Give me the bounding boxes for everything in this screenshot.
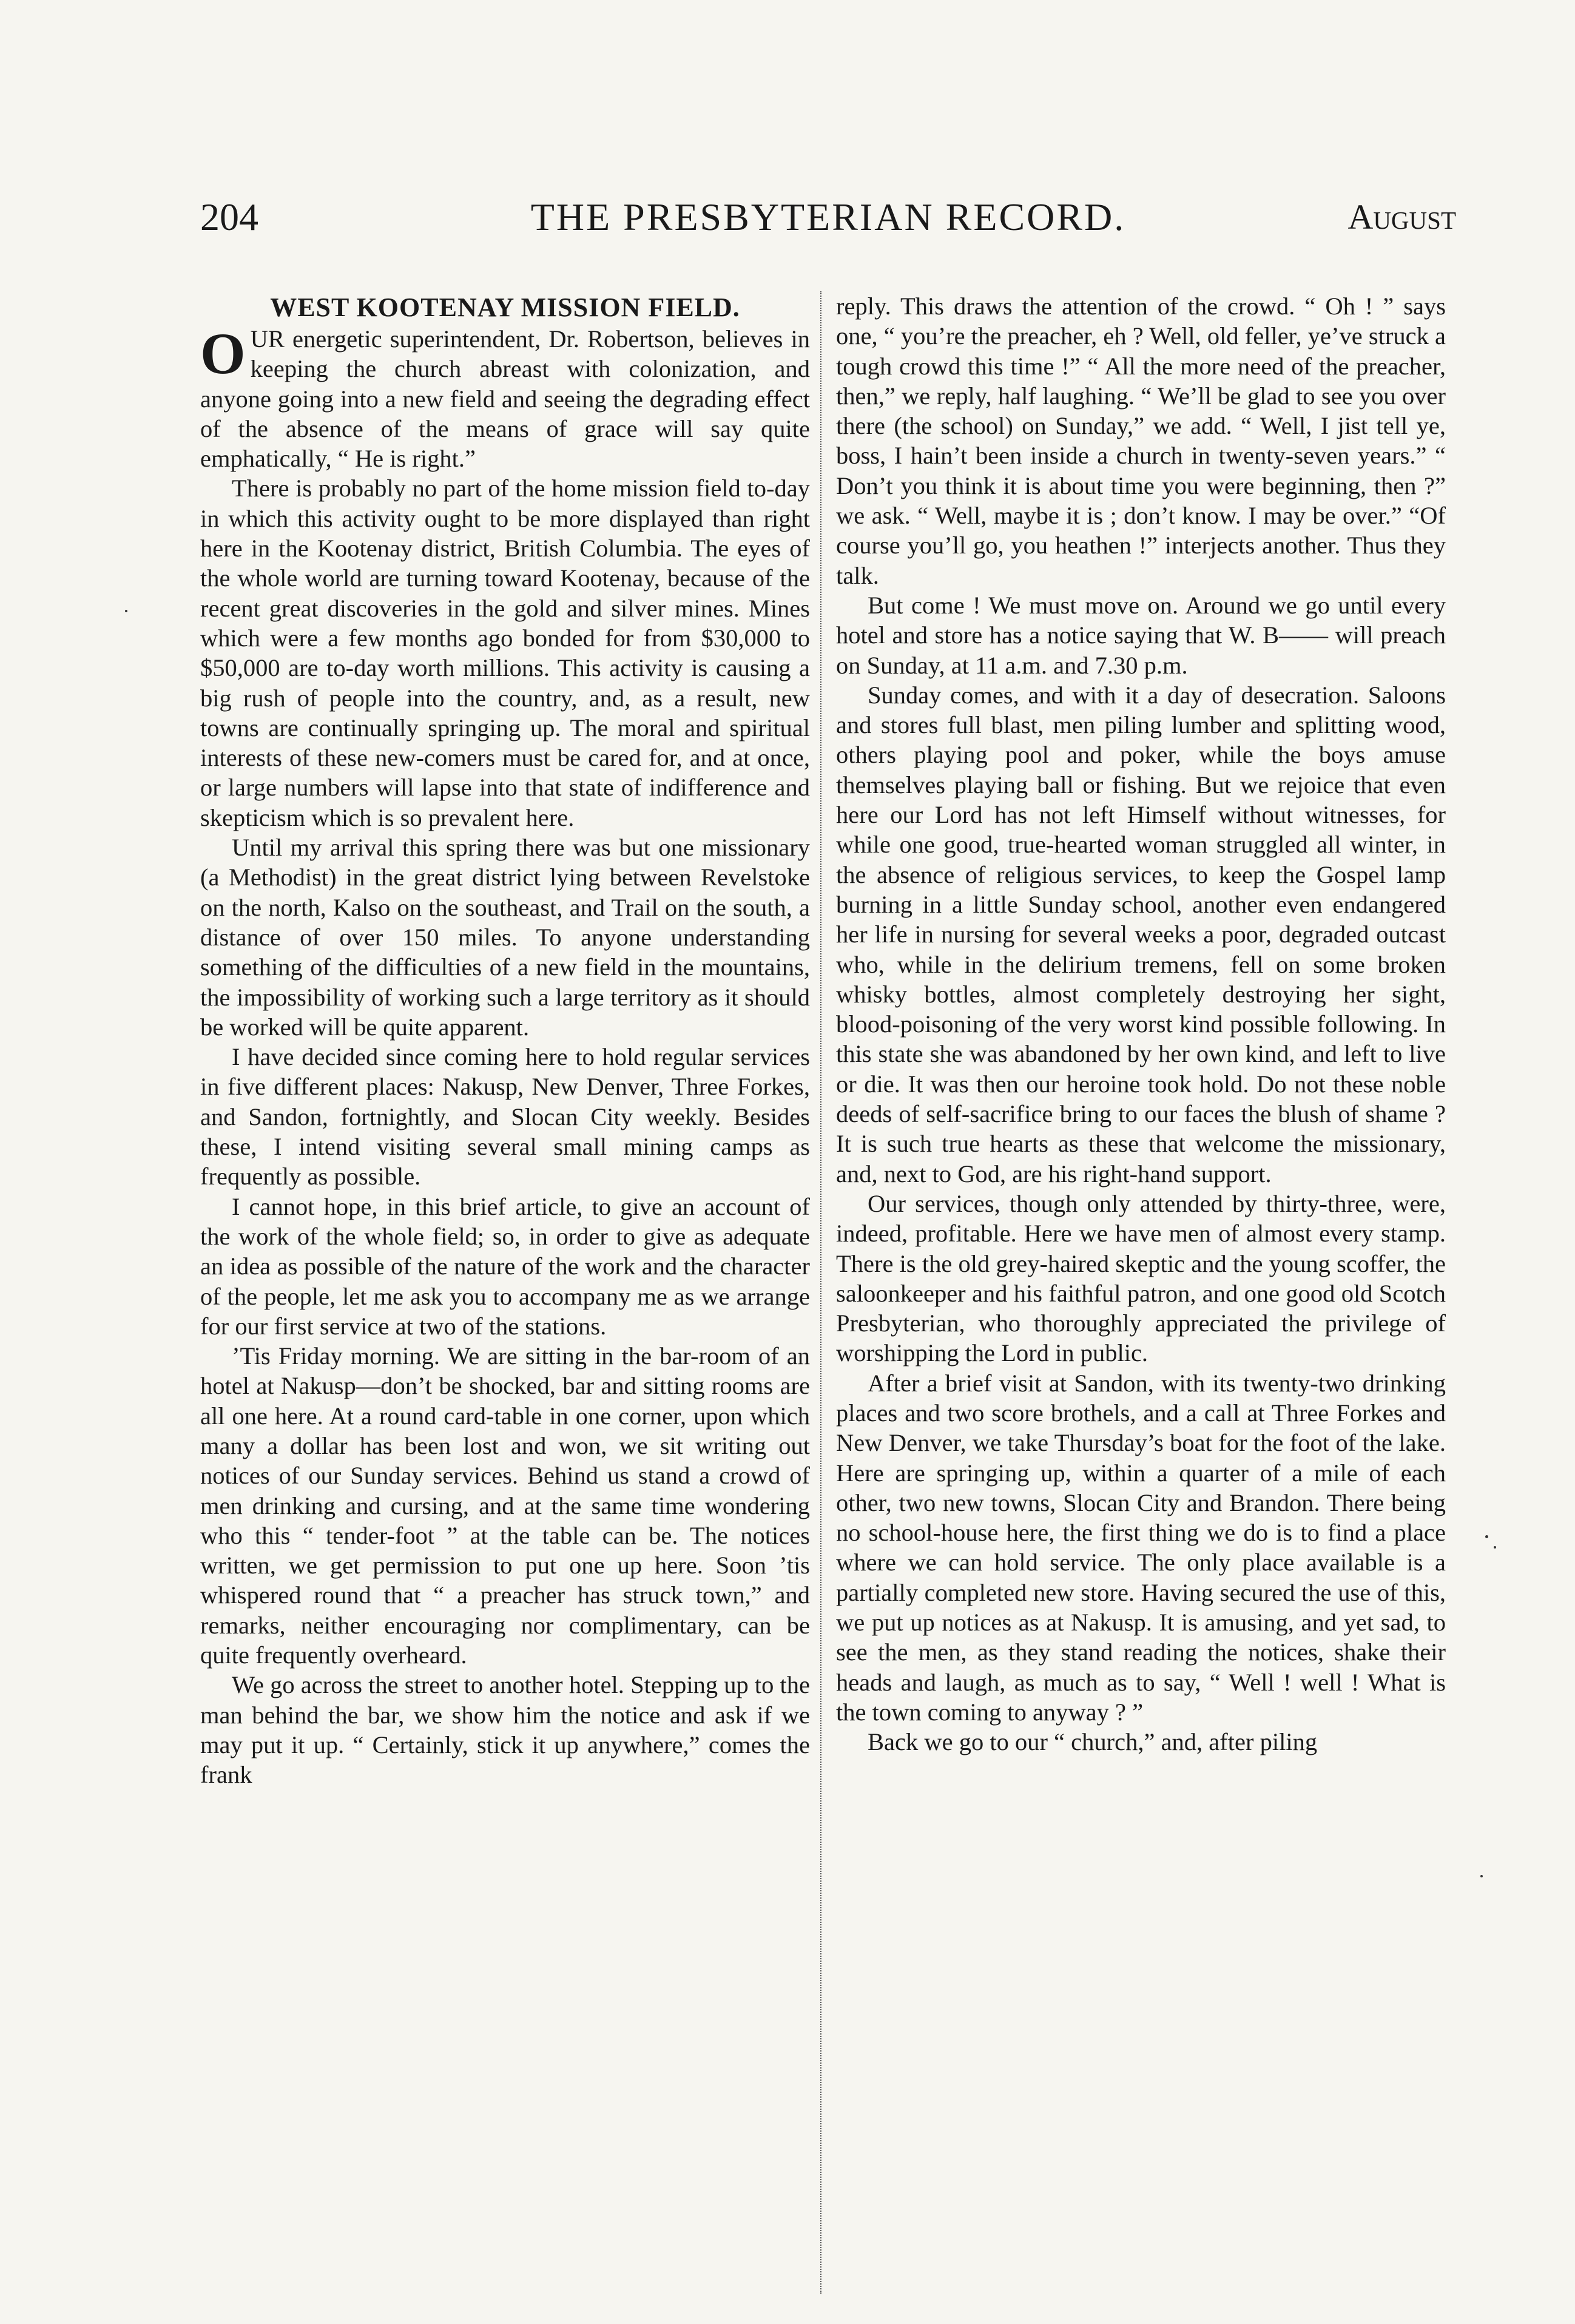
right-paragraph-4: Our services, though only attended by thirty-three, were, indeed, profitable. Here we have men of almost every stamp. There is the old grey-haired skeptic and the young scoffer, the saloonkeeper and his faithful patron, and one good old Scotch Presbyterian, who thoroughly appreciated the privilege of worshipping the Lord in public.	[836, 1189, 1446, 1367]
journal-title: THE PRESBYTERIAN RECORD.	[530, 195, 1126, 238]
left-paragraph-1	[200, 321, 810, 473]
drop-cap: O	[200, 321, 246, 386]
left-paragraph-7: We go across the street to another hotel. Stepping up to the man behind the bar, we show him the notice and ask if we may put it up. “ Certainly, stick it up anywhere,” comes the frank	[200, 1671, 810, 1789]
left-paragraph-3: Until my arrival this spring there was but one missionary (a Methodist) in the great district lying between Revelstoke on the north, Kalso on the southeast, and Trail on the south, a distance of over 150 miles. To anyone understanding something of the difficulties of a new field in the mountains, the impossibility of working such a large territory as it should be worked will be quite apparent.	[200, 834, 810, 1041]
right-paragraph-6: Back we go to our “ church,” and, after piling	[868, 1728, 1318, 1756]
right-paragraph-3: Sunday comes, and with it a day of desecration. Saloons and stores full blast, men piling lumber and splitting wood, others playing pool and poker, while the boys amuse themselves playing ball or fishing. But we rejoice that even here our Lord has not left Himself without witnesses, for while one good, true-hearted woman struggled all winter, in the absence of religious services, to keep the Gospel lamp burning in a little Sunday school, another even endangered her life in nursing for several weeks a poor, degraded outcast who, while in the delirium tremens, fell on some broken whisky bottles, almost completely destroying her sight, blood-poisoning of the very worst kind possible following. In this state she was abandoned by her own kind, and left to live or die. It was then our heroine took hold. Do not these noble deeds of self-sacrifice bring to our faces the blush of shame ? It is such true hearts as these that welcome the missionary, and, next to God, are his right-hand support.	[836, 681, 1446, 1187]
issue-month: August	[1347, 197, 1456, 237]
left-column	[200, 291, 810, 1790]
print-speck	[1494, 1546, 1496, 1549]
page-number: 204	[200, 195, 258, 238]
column-divider	[820, 291, 821, 2294]
article-heading: WEST KOOTENAY MISSION FIELD.	[270, 292, 740, 322]
left-paragraph-4: I have decided since coming here to hold regular services in five different places: Nakusp, New Denver, Three Forkes, and Sandon, fortnightly, and Slocan City weekly. Besides these, I intend visiting several small mining camps as frequently as possible.	[200, 1043, 810, 1191]
right-paragraph-1: reply. This draws the attention of the crowd. “ Oh ! ” says one, “ you’re the preacher, eh ? Well, old feller, ye’ve struck a tough crowd this time !” “ All the more need of the preacher, then,” we reply, half laughing. “ We’ll be glad to see you over there (the school) on Sunday,” we add. “ Well, I jist tell ye, boss, I hain’t been inside a church in twenty-seven years.” “ Don’t you think it is about time you were beginning, then ?” we ask. “ Well, maybe it is ; don’t know. I may be over.” “Of course you’ll go, you heathen !” interjects another. Thus they talk.	[836, 292, 1446, 589]
left-paragraph-2: There is probably no part of the home mission field to-day in which this activity ought to be more displayed than right here in the Kootenay district, British Columbia. The eyes of the whole world are turning toward Kootenay, because of the recent great discoveries in the gold and silver mines. Mines which were a few months ago bonded for from $30,000 to $50,000 are to-day worth millions. This activity is causing a big rush of people into the country, and, as a result, new towns are continually springing up. The moral and spiritual interests of these new-comers must be cared for, and at once, or large numbers will lapse into that state of indifference and skepticism which is so prevalent here.	[200, 475, 810, 831]
print-speck	[125, 610, 127, 612]
left-paragraph-5: I cannot hope, in this brief article, to give an account of the work of the whole field; so, in order to give as adequate an idea as possible of the nature of the work and the character of the people, let me ask you to accompany me as we arrange for our first service at two of the stations.	[200, 1192, 810, 1340]
left-paragraph-6: ’Tis Friday morning. We are sitting in the bar-room of an hotel at Nakusp—don’t be shocked, bar and sitting rooms are all one here. At a round card-table in one corner, upon which many a dollar has been lost and won, we sit writing out notices of our Sunday services. Behind us stand a crowd of men drinking and cursing, and at the same time wondering who this “ tender-foot ” at the table can be. The notices written, we get permission to put one up here. Soon ’tis whispered round that “ a preacher has struck town,” and remarks, neither encouraging nor complimentary, can be quite frequently overheard.	[200, 1342, 810, 1669]
right-column	[836, 291, 1446, 1757]
page-header	[200, 193, 1456, 242]
right-paragraph-5: After a brief visit at Sandon, with its twenty-two drinking places and two score brothels, and a call at Three Forkes and New Denver, we take Thursday’s boat for the foot of the lake. Here are springing up, within a quarter of a mile of each other, two new towns, Slocan City and Brandon. There being no school-house here, the first thing we do is to find a place where we can hold service. The only place available is a partially completed new store. Having secured the use of this, we put up notices as at Nakusp. It is amusing, and yet sad, to see the men, as they stand reading the notices, shake their heads and laugh, as much as to say, “ Well ! well ! What is the town coming to anyway ? ”	[836, 1369, 1446, 1726]
left-paragraph-1-text: UR energetic superintendent, Dr. Robertson, believes in keeping the church abreast with colonization, and anyone going into a new field and seeing the degrading effect of the absence of the means of grace will say quite emphatically, “ He is right.”	[200, 325, 810, 473]
print-speck	[1485, 1535, 1488, 1538]
print-speck	[1480, 1875, 1483, 1877]
right-paragraph-2: But come ! We must move on. Around we go until every hotel and store has a notice saying that W. B—— will preach on Sunday, at 11 a.m. and 7.30 p.m.	[836, 591, 1446, 679]
